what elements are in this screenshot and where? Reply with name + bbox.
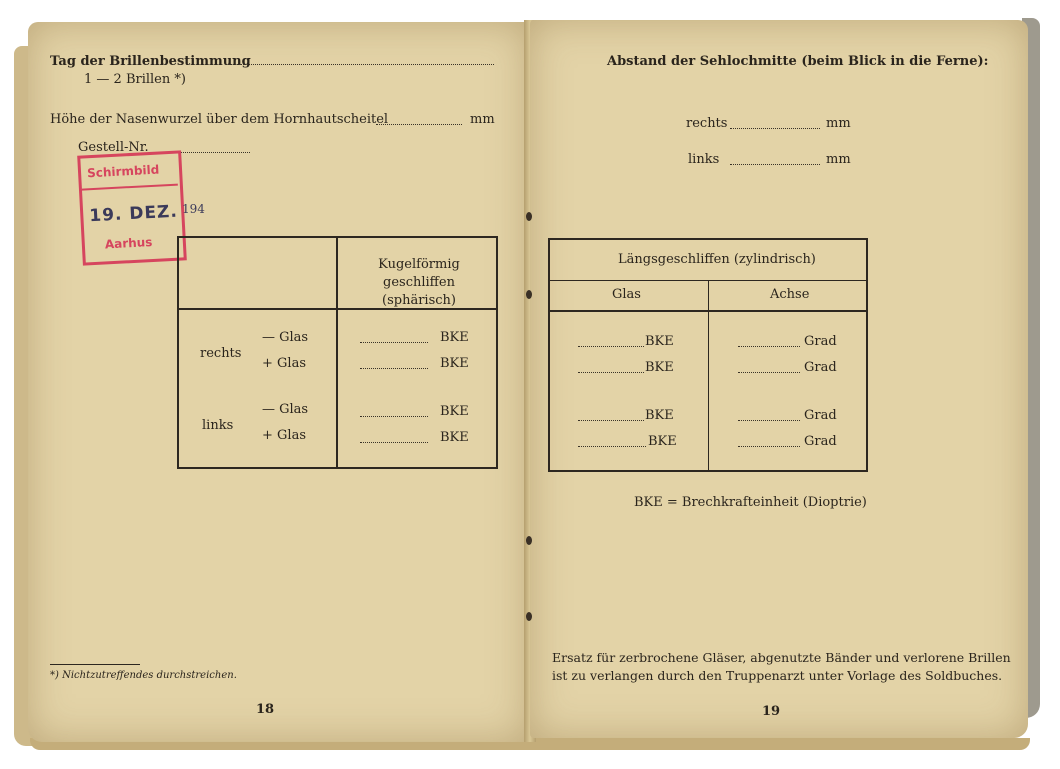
dotted-value: [738, 446, 800, 447]
abstand-links-dots: [730, 164, 820, 165]
binding-hole: [526, 612, 532, 621]
tag-dotted-line: [228, 64, 494, 65]
binding-hole: [526, 290, 532, 299]
dotted-value: [360, 442, 428, 443]
rechts-label-left: rechts: [200, 346, 242, 361]
abstand-label: Abstand der Sehlochmitte (beim Blick in die Ferne):: [607, 54, 989, 69]
footnote-rule: [50, 664, 140, 665]
dotted-value: [738, 420, 800, 421]
abstand-rechts-label: rechts: [686, 116, 728, 131]
footnote: *) Nichtzutreffendes durchstreichen.: [50, 670, 237, 681]
stamp-title: Schirmbild: [86, 162, 160, 181]
ersatz-line-2: ist zu verlangen durch den Truppenarzt unter Vorlage des Soldbuches.: [552, 668, 1003, 683]
abstand-links-label: links: [688, 152, 720, 167]
page-number-right: 19: [762, 704, 781, 719]
bke-unit: BKE: [440, 404, 469, 419]
col-achse-header: Achse: [770, 287, 810, 302]
hoehe-dotted-line: [376, 124, 462, 125]
spherical-header-text: Kugelförmig geschliffen (sphärisch): [378, 257, 460, 308]
page-number-left: 18: [256, 702, 275, 717]
grad-unit: Grad: [804, 408, 837, 423]
hoehe-unit: mm: [470, 112, 495, 127]
bke-unit: BKE: [440, 356, 469, 371]
abstand-rechts-unit: mm: [826, 116, 851, 131]
stamp-year-ink: 194: [182, 202, 205, 216]
stamp-rule: [82, 184, 178, 191]
dotted-value: [578, 420, 644, 421]
dotted-value: [360, 368, 428, 369]
dotted-value: [738, 372, 800, 373]
column-divider: [708, 281, 709, 470]
links-plus-glas: + Glas: [262, 428, 306, 443]
ersatz-line-1: Ersatz für zerbrochene Gläser, abgenutzte Bänder und verlorene Brillen: [552, 650, 1011, 665]
bke-unit: BKE: [648, 434, 677, 449]
bke-unit: BKE: [645, 360, 674, 375]
stamp-place: Aarhus: [104, 234, 153, 252]
spherical-header: [344, 256, 494, 310]
dotted-value: [578, 346, 644, 347]
dotted-value: [578, 446, 646, 447]
rechts-plus-glas: + Glas: [262, 356, 306, 371]
links-minus-glas: — Glas: [262, 402, 309, 417]
schirmbild-stamp: [77, 150, 187, 265]
bke-definition: BKE = Brechkrafteinheit (Dioptrie): [634, 495, 867, 510]
abstand-links-unit: mm: [826, 152, 851, 167]
dotted-value: [360, 416, 428, 417]
col-glas-header: Glas: [612, 287, 641, 302]
hoehe-label: Höhe der Nasenwurzel über dem Hornhautscheitel: [50, 112, 389, 127]
bke-unit: BKE: [440, 330, 469, 345]
bke-unit: BKE: [645, 408, 674, 423]
abstand-rechts-dots: [730, 128, 820, 129]
dotted-value: [738, 346, 800, 347]
grad-unit: Grad: [804, 434, 837, 449]
links-label-left: links: [202, 418, 234, 433]
tag-der-brillenbestimmung-label: Tag der Brillenbestimmung: [50, 54, 251, 69]
bke-unit: BKE: [645, 334, 674, 349]
gestell-label: Gestell-Nr.: [78, 140, 149, 155]
bke-unit: BKE: [440, 430, 469, 445]
dotted-value: [360, 342, 428, 343]
stamp-date: 19. DEZ.: [88, 201, 179, 227]
cylindrical-header: Längsgeschliffen (zylindrisch): [618, 252, 816, 267]
dotted-value: [578, 372, 644, 373]
binding-hole: [526, 212, 532, 221]
binding-hole: [526, 536, 532, 545]
table-divider-vertical: [336, 238, 338, 467]
grad-unit: Grad: [804, 334, 837, 349]
grad-unit: Grad: [804, 360, 837, 375]
brillen-count-label: 1 — 2 Brillen *): [84, 72, 186, 87]
rechts-minus-glas: — Glas: [262, 330, 309, 345]
